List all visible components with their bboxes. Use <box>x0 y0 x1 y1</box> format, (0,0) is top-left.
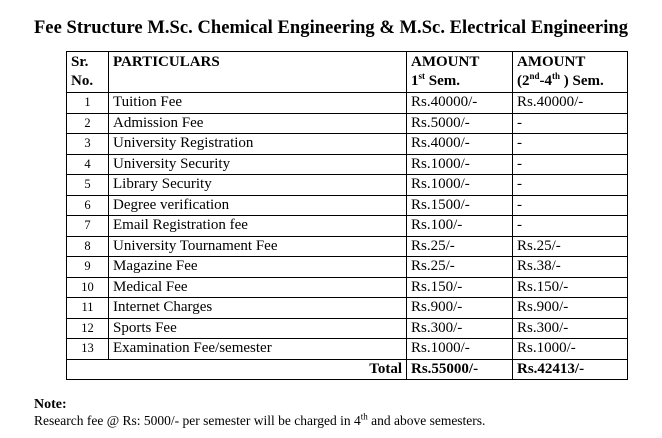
sr-cell: 4 <box>67 154 109 175</box>
header-amount-first-sem: AMOUNT 1st Sem. <box>407 52 513 93</box>
table-row <box>67 236 628 257</box>
table-row <box>67 113 628 134</box>
first-sem-cell: Rs.25/- <box>407 236 513 257</box>
later-sem-cell: Rs.40000/- <box>513 93 628 114</box>
later-sem-cell: - <box>513 175 628 196</box>
first-sem-cell: Rs.25/- <box>407 257 513 278</box>
later-sem-cell: - <box>513 134 628 155</box>
header-sr-no: Sr. No. <box>67 52 109 93</box>
sr-cell: 3 <box>67 134 109 155</box>
particular-cell: Degree verification <box>109 195 407 216</box>
table-row <box>67 154 628 175</box>
sr-cell: 11 <box>67 298 109 319</box>
header-amount-later-sem: AMOUNT (2nd-4th ) Sem. <box>513 52 628 93</box>
later-sem-cell: Rs.900/- <box>513 298 628 319</box>
first-sem-cell: Rs.300/- <box>407 318 513 339</box>
later-sem-cell: Rs.150/- <box>513 277 628 298</box>
sr-cell: 2 <box>67 113 109 134</box>
first-sem-cell: Rs.1000/- <box>407 154 513 175</box>
particular-cell: University Registration <box>109 134 407 155</box>
particular-cell: Medical Fee <box>109 277 407 298</box>
particular-cell: Internet Charges <box>109 298 407 319</box>
sr-cell: 1 <box>67 93 109 114</box>
sr-cell: 10 <box>67 277 109 298</box>
sr-cell: 12 <box>67 318 109 339</box>
particular-cell: Admission Fee <box>109 113 407 134</box>
table-row <box>67 134 628 155</box>
table-row <box>67 93 628 114</box>
particular-cell: Sports Fee <box>109 318 407 339</box>
particular-cell: Library Security <box>109 175 407 196</box>
later-sem-cell: - <box>513 195 628 216</box>
table-row <box>67 175 628 196</box>
total-row <box>67 359 628 380</box>
particular-cell: Tuition Fee <box>109 93 407 114</box>
later-sem-cell: - <box>513 216 628 237</box>
particular-cell: Examination Fee/semester <box>109 339 407 360</box>
first-sem-cell: Rs.40000/- <box>407 93 513 114</box>
total-later-sem: Rs.42413/- <box>513 359 628 380</box>
note-heading: Note: <box>34 397 67 412</box>
first-sem-cell: Rs.5000/- <box>407 113 513 134</box>
later-sem-cell: Rs.1000/- <box>513 339 628 360</box>
header-particulars: PARTICULARS <box>109 52 407 93</box>
later-sem-cell: Rs.25/- <box>513 236 628 257</box>
table-row <box>67 298 628 319</box>
first-sem-cell: Rs.1500/- <box>407 195 513 216</box>
fee-structure-table <box>66 51 628 380</box>
sr-cell: 6 <box>67 195 109 216</box>
first-sem-cell: Rs.900/- <box>407 298 513 319</box>
table-row <box>67 339 628 360</box>
particular-cell: Email Registration fee <box>109 216 407 237</box>
particular-cell: Magazine Fee <box>109 257 407 278</box>
table-row <box>67 195 628 216</box>
sr-cell: 5 <box>67 175 109 196</box>
particular-cell: University Security <box>109 154 407 175</box>
later-sem-cell: Rs.38/- <box>513 257 628 278</box>
table-row <box>67 216 628 237</box>
particular-cell: University Tournament Fee <box>109 236 407 257</box>
first-sem-cell: Rs.1000/- <box>407 175 513 196</box>
table-row <box>67 257 628 278</box>
note-text: Research fee @ Rs: 5000/- per semester will be charged in 4th and above semesters. <box>34 411 486 428</box>
total-label: Total <box>67 359 407 380</box>
sr-cell: 7 <box>67 216 109 237</box>
table-row <box>67 277 628 298</box>
sr-cell: 13 <box>67 339 109 360</box>
later-sem-cell: - <box>513 154 628 175</box>
total-first-sem: Rs.55000/- <box>407 359 513 380</box>
first-sem-cell: Rs.100/- <box>407 216 513 237</box>
sr-cell: 9 <box>67 257 109 278</box>
first-sem-cell: Rs.4000/- <box>407 134 513 155</box>
sr-cell: 8 <box>67 236 109 257</box>
later-sem-cell: - <box>513 113 628 134</box>
first-sem-cell: Rs.1000/- <box>407 339 513 360</box>
first-sem-cell: Rs.150/- <box>407 277 513 298</box>
table-row <box>67 318 628 339</box>
table-header-row <box>67 52 628 93</box>
document-title: Fee Structure M.Sc. Chemical Engineering & M.Sc. Electrical Engineering <box>33 18 629 38</box>
later-sem-cell: Rs.300/- <box>513 318 628 339</box>
